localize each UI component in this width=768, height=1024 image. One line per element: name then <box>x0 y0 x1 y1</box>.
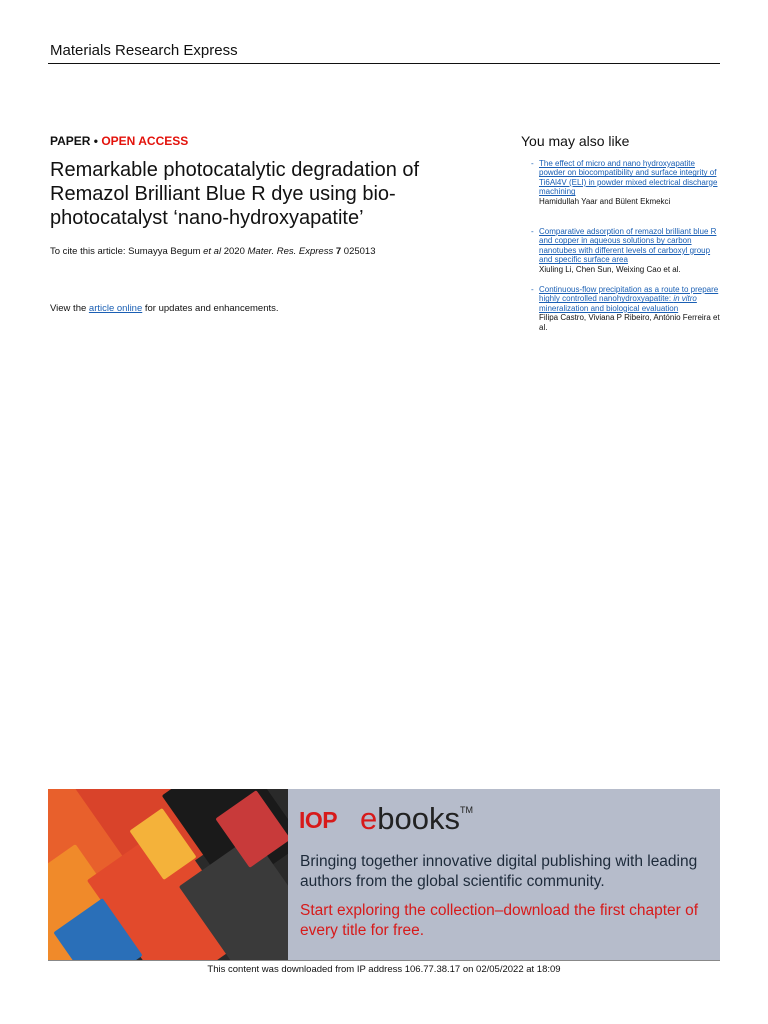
cite-prefix: To cite this article: Sumayya Begum <box>50 246 204 257</box>
ebooks-e: e <box>360 801 378 836</box>
list-dash: - <box>531 159 534 168</box>
trademark: TM <box>459 805 473 815</box>
cite-journal: Mater. Res. Express <box>247 246 334 257</box>
journal-name: Materials Research Express <box>50 42 238 59</box>
cite-year: 2020 <box>221 246 248 257</box>
related-item <box>531 285 723 332</box>
header-rule <box>48 63 720 64</box>
article-online-link[interactable]: article online <box>88 303 143 314</box>
banner-blurb: Bringing together innovative digital publishing with leading authors from the global scientific community. <box>300 853 698 890</box>
related-title-part: Continuous-flow precipitation as a route to prepare highly controlled nanohydroxyapatite: <box>539 285 719 304</box>
article-title: Remarkable photocatalytic degradation of Remazol Brilliant Blue R dye using bio-photocatalyst ‘nano-hydroxyapatite’ <box>50 159 420 229</box>
related-item <box>531 227 723 274</box>
related-item <box>531 159 723 206</box>
citation <box>50 246 376 257</box>
download-notice: This content was downloaded from IP address 106.77.38.17 on 02/05/2022 at 18:09 <box>207 964 561 975</box>
related-title-em: in vitro <box>673 294 697 304</box>
view-suffix: for updates and enhancements. <box>142 303 279 314</box>
ebooks-rest: books <box>377 801 460 836</box>
related-link[interactable]: The effect of micro and nano hydroxyapatite powder on biocompatibility and surface integrity of Ti6Al4V (ELI) in powder mixed electrical discharge machining <box>539 159 718 197</box>
related-authors: Hamidullah Yaar and Bülent Ekmekci <box>539 196 671 206</box>
related-title-part: mineralization and biological evaluation <box>539 303 679 313</box>
footer-rule <box>48 960 720 961</box>
cite-volume: 7 <box>333 246 342 257</box>
ebooks-wordmark <box>360 801 473 837</box>
list-dash: - <box>531 227 534 236</box>
paper-label: PAPER <box>50 134 91 148</box>
related-heading: You may also like <box>521 133 630 149</box>
article-type-label <box>50 134 188 148</box>
book-collage-image <box>48 789 288 960</box>
iop-ebooks-banner[interactable] <box>48 789 720 960</box>
list-dash: - <box>531 285 534 294</box>
banner-cta[interactable]: Start exploring the collection–download the first chapter of every title for free. <box>300 902 699 939</box>
related-authors: Xiuling Li, Chen Sun, Weixing Cao et al. <box>539 264 681 274</box>
related-authors: Filipa Castro, Viviana P Ribeiro, António Ferreira et al. <box>539 313 720 332</box>
view-online <box>50 303 279 314</box>
separator: • <box>93 134 98 148</box>
iop-logo: IOP <box>299 807 338 833</box>
related-link[interactable] <box>539 285 718 313</box>
related-link[interactable]: Comparative adsorption of remazol brilliant blue R and copper in aqueous solutions by carbon nanotubes with different levels of carboxyl group and specific surface area <box>539 227 717 265</box>
cite-number: 025013 <box>341 246 376 257</box>
cite-etal: et al <box>203 246 222 257</box>
view-prefix: View the <box>50 303 89 314</box>
open-access-label: OPEN ACCESS <box>101 134 189 148</box>
